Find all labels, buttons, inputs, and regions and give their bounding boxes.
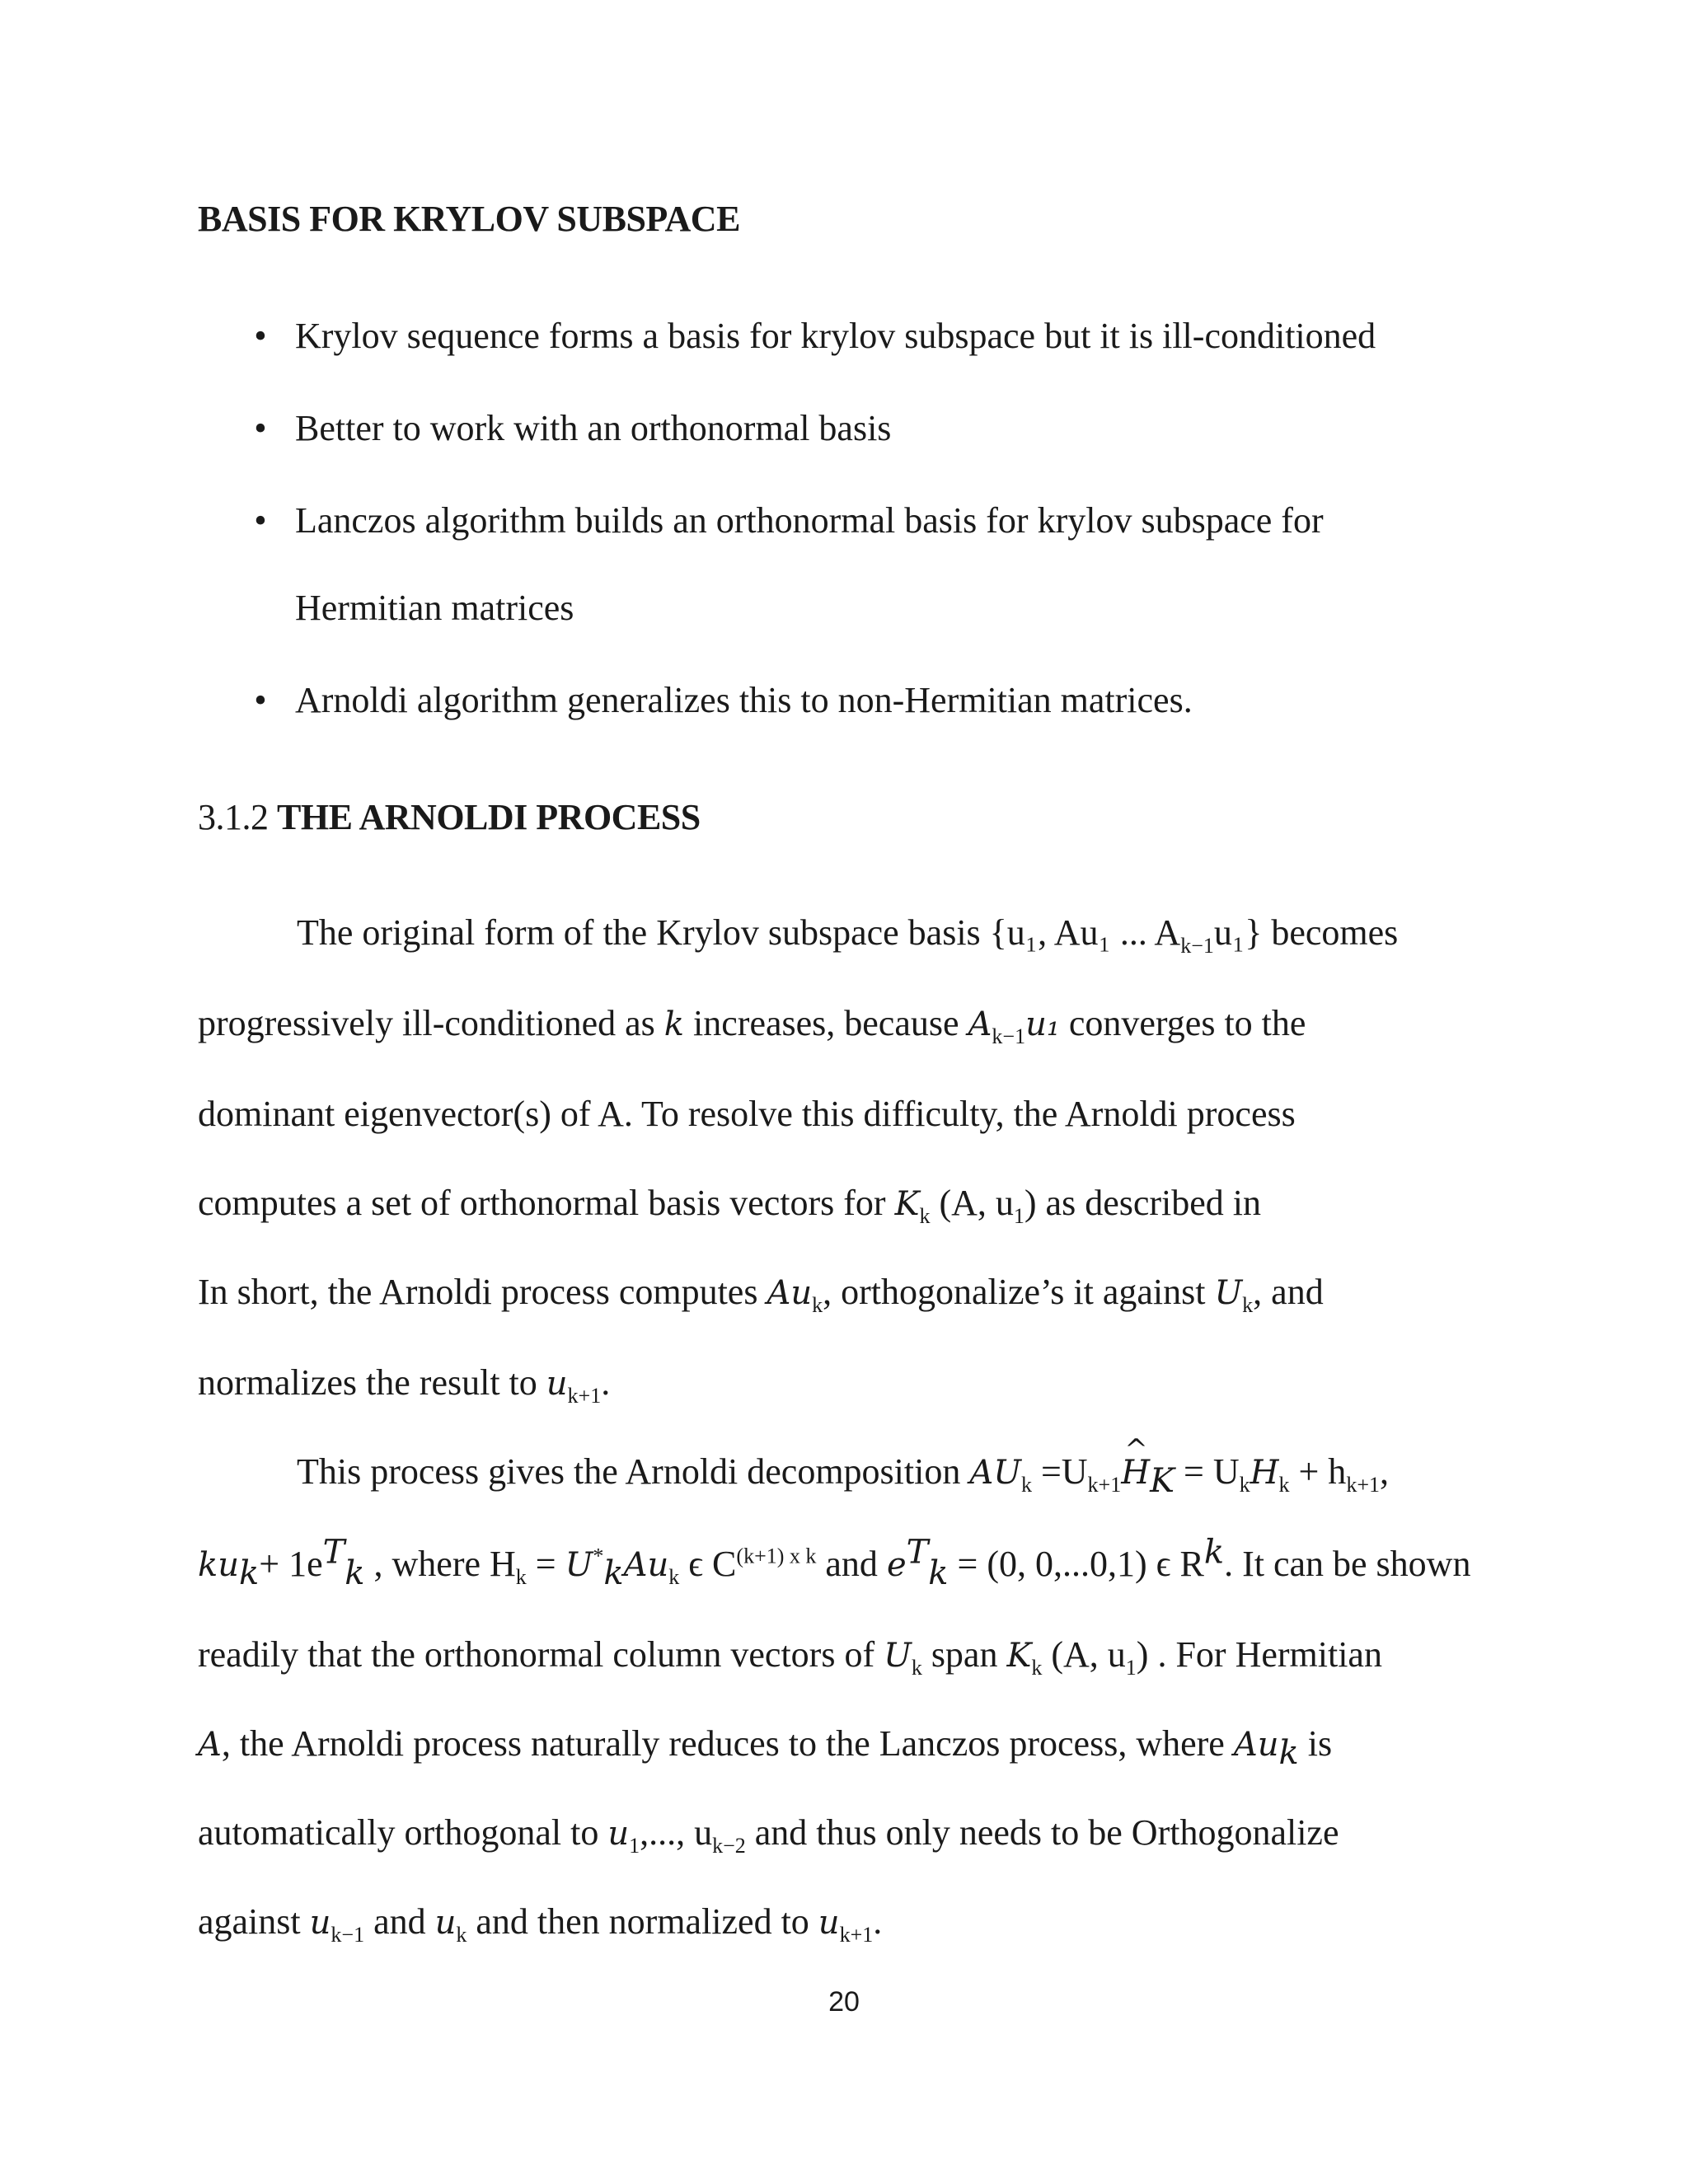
para1-line2: progressively ill-conditioned as k increases, because $A_{k-1}u_1$ converges to the [198,1003,1306,1048]
para1-line1: The original form of the Krylov subspace basis {u₁, Au₁ ... $A_{k-1}u_1$} becomes [297,912,1399,958]
para2-line4: A, the Arnoldi process naturally reduces to the Lanczos process, where $Au_k$ is [198,1723,1333,1772]
subsection-heading [198,796,701,839]
bullet-dot-icon: • [254,316,267,356]
para1-line5: In short, the Arnoldi process computes $Au_k$, orthogonalize’s it against $U_k$, and [198,1272,1324,1317]
para2-line5: automatically orthogonal to $u_1$,..., $u_{k-2}$ and thus only needs to be Orthogonalize [198,1812,1339,1858]
document-page: BASIS FOR KRYLOV SUBSPACE • Krylov sequence forms a basis for krylov subspace but it is ill-conditioned • Better to work with an orthonormal basis • Lanczos algorithm builds an orthonormal basis for krylov subspace for Hermitian matrices • Arnoldi algorithm generalizes this to non-Hermitian matrices. 3.1.2 THE ARNOLDI PROCESS The original form of the Krylov subspace basis {u₁, Au₁ ... $A_{k-1}u_1$} becomes progressively ill-conditioned as k increases, because $A_{k-1}u_1$ converges to the dominant eigenvector(s) of A. To resolve this difficulty, the Arnoldi process computes a set of orthonormal basis vectors for $K_k$ (A, $u_1$) as described in In short, the Arnoldi process computes $Au_k$, orthogonalize’s it against $U_k$, and normalizes the result to $u_{k+1}$. This process gives the Arnoldi decomposition $AU_k$ $=U_{k+1}\^{}$ $H_K = U_kH_k + h_{k+1}$, $ku_k+ 1e^T_k$ , where $H_k = U^*_kAu_k$ ϵ $C^{(k+1) x k}$ and $e^T_k = (0$, 0,...0,1) ϵ $R^k$. It can be shown readily that the orthonormal column vectors of $U_k$ span $K_k$ (A, $u_1$) . For Hermitian A, the Arnoldi process naturally reduces to the Lanczos process, where $Au_k$ is automatically orthogonal to $u_1$,..., $u_{k-2}$ and thus only needs to be Orthogonalize against $u_{k-1}$ and $u_k$ and then normalized to $u_{k+1}$. 20 [0,0,1688,2184]
bullet-dot-icon: • [254,408,267,448]
section-title: BASIS FOR KRYLOV SUBSPACE [198,199,740,239]
para1-line4: computes a set of orthonormal basis vectors for $K_k$ (A, $u_1$) as described in [198,1183,1262,1228]
para1-line6: normalizes the result to $u_{k+1}$. [198,1362,611,1408]
para2-line1: This process gives the Arnoldi decomposition $AU_k$ $=U_{k+1}\^{}$ $H_K = U_kH_k + h_{k+1}$, [297,1451,1389,1494]
para2-line6: against $u_{k-1}$ and $u_k$ and then normalized to $u_{k+1}$. [198,1901,883,1947]
bullet-dot-icon: • [254,500,267,541]
subsection-number: 3.1.2 [198,797,269,837]
subsection-title: THE ARNOLDI PROCESS [277,797,701,837]
bullet-dot-icon: • [254,680,267,720]
page-number: 20 [828,1986,860,2018]
para2-line2: $ku_k+ 1e^T_k$ , where $H_k = U^*_kAu_k$ ϵ $C^{(k+1) x k}$ and $e^T_k = (0$, 0,...0,1) ϵ $R^k$. It can be shown [198,1533,1471,1592]
para2-line3: readily that the orthonormal column vectors of $U_k$ span $K_k$ (A, $u_1$) . For Hermitian [198,1634,1382,1680]
para1-line3: dominant eigenvector(s) of A. To resolve this difficulty, the Arnoldi process [198,1094,1296,1134]
